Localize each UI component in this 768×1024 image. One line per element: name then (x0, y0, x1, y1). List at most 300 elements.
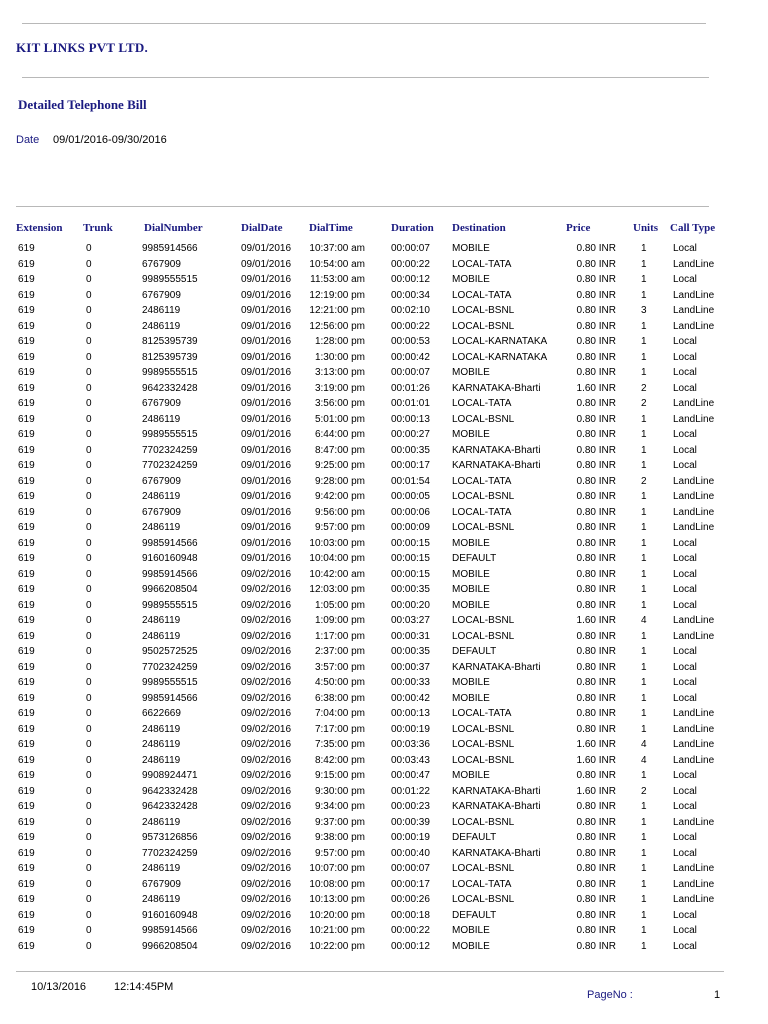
top-rule (22, 23, 706, 24)
cell-units: 1 (641, 878, 647, 890)
cell-price: 0.80 INR (576, 863, 616, 874)
cell-destination: LOCAL-BSNL (452, 320, 515, 332)
cell-dialtime: 4:50:00 pm (314, 677, 365, 688)
table-row (0, 660, 768, 676)
cell-dialtime: 7:04:00 pm (314, 708, 365, 719)
cell-units: 1 (641, 692, 647, 704)
cell-dialnumber: 9985914566 (142, 243, 198, 254)
cell-dialnumber: 9642332428 (142, 785, 198, 797)
cell-duration: 00:00:06 (391, 506, 430, 518)
cell-duration: 00:01:01 (391, 398, 430, 409)
cell-calltype: LandLine (673, 615, 715, 626)
cell-calltype: Local (673, 832, 697, 843)
cell-calltype: LandLine (673, 491, 715, 502)
cell-dialnumber: 9989555515 (142, 367, 198, 378)
cell-dialtime: 1:17:00 pm (314, 630, 365, 642)
cell-trunk: 0 (86, 258, 92, 270)
cell-calltype: LandLine (673, 320, 715, 332)
table-row (0, 319, 768, 335)
cell-dialdate: 09/01/2016 (241, 537, 292, 549)
table-row (0, 908, 768, 924)
cell-destination: LOCAL-BSNL (452, 723, 515, 735)
cell-dialtime: 5:01:00 pm (314, 413, 365, 425)
cell-units: 1 (641, 553, 647, 564)
cell-destination: MOBILE (452, 770, 490, 781)
cell-duration: 00:00:12 (391, 274, 430, 285)
cell-extension: 619 (18, 258, 35, 270)
cell-duration: 00:00:07 (391, 863, 430, 874)
cell-dialtime: 10:04:00 pm (309, 553, 365, 564)
cell-units: 1 (641, 816, 647, 828)
cell-extension: 619 (18, 522, 35, 533)
table-row (0, 365, 768, 381)
cell-extension: 619 (18, 801, 35, 812)
cell-dialdate: 09/01/2016 (241, 398, 292, 409)
table-row (0, 381, 768, 397)
cell-dialnumber: 2486119 (142, 894, 181, 905)
cell-units: 1 (641, 413, 647, 425)
date-range: 09/01/2016-09/30/2016 (53, 134, 167, 146)
table-row (0, 629, 768, 645)
cell-duration: 00:03:43 (391, 754, 430, 766)
cell-destination: KARNATAKA-Bharti (452, 460, 541, 471)
cell-duration: 00:00:09 (391, 522, 430, 533)
cell-dialdate: 09/01/2016 (241, 367, 292, 378)
cell-duration: 00:03:36 (391, 739, 430, 750)
cell-dialdate: 09/02/2016 (241, 630, 292, 642)
cell-destination: KARNATAKA-Bharti (452, 382, 541, 394)
cell-trunk: 0 (86, 506, 92, 518)
cell-duration: 00:00:31 (391, 630, 430, 642)
table-row (0, 737, 768, 753)
cell-calltype: Local (673, 274, 697, 285)
cell-trunk: 0 (86, 661, 92, 673)
cell-calltype: LandLine (673, 723, 715, 735)
cell-destination: LOCAL-BSNL (452, 863, 515, 874)
cell-dialnumber: 9642332428 (142, 382, 198, 394)
cell-dialtime: 10:13:00 pm (309, 894, 365, 905)
cell-duration: 00:00:07 (391, 243, 430, 254)
cell-dialnumber: 9985914566 (142, 925, 198, 936)
table-row (0, 396, 768, 412)
cell-calltype: LandLine (673, 258, 715, 270)
cell-price: 0.80 INR (576, 940, 616, 952)
cell-calltype: LandLine (673, 816, 715, 828)
cell-units: 1 (641, 537, 647, 549)
cell-calltype: Local (673, 847, 697, 859)
cell-units: 2 (641, 475, 647, 487)
cell-units: 1 (641, 367, 647, 378)
cell-extension: 619 (18, 909, 35, 921)
cell-destination: MOBILE (452, 367, 490, 378)
cell-dialtime: 9:57:00 pm (314, 522, 365, 533)
cell-duration: 00:00:17 (391, 878, 430, 890)
cell-duration: 00:00:19 (391, 723, 430, 735)
cell-duration: 00:00:40 (391, 847, 430, 859)
cell-trunk: 0 (86, 646, 92, 657)
table-row (0, 257, 768, 273)
cell-destination: LOCAL-TATA (452, 506, 512, 518)
cell-units: 1 (641, 723, 647, 735)
cell-extension: 619 (18, 863, 35, 874)
cell-dialtime: 9:15:00 pm (314, 770, 365, 781)
cell-units: 1 (641, 429, 647, 440)
cell-duration: 00:00:47 (391, 770, 430, 781)
cell-destination: KARNATAKA-Bharti (452, 801, 541, 812)
cell-dialtime: 11:53:00 am (310, 274, 365, 285)
cell-price: 0.80 INR (576, 723, 616, 735)
cell-dialtime: 12:19:00 pm (309, 289, 365, 301)
cell-trunk: 0 (86, 785, 92, 797)
cell-dialdate: 09/01/2016 (241, 274, 292, 285)
cell-price: 0.80 INR (576, 429, 616, 440)
cell-dialtime: 7:17:00 pm (314, 723, 365, 735)
cell-dialdate: 09/02/2016 (241, 832, 292, 843)
cell-destination: LOCAL-BSNL (452, 491, 515, 502)
cell-units: 1 (641, 506, 647, 518)
cell-dialdate: 09/02/2016 (241, 661, 292, 673)
cell-dialnumber: 2486119 (142, 739, 181, 750)
cell-trunk: 0 (86, 336, 92, 347)
cell-dialnumber: 9502572525 (142, 646, 198, 657)
cell-price: 0.80 INR (576, 708, 616, 719)
cell-price: 0.80 INR (576, 460, 616, 471)
cell-price: 0.80 INR (576, 599, 616, 611)
cell-trunk: 0 (86, 630, 92, 642)
cell-trunk: 0 (86, 274, 92, 285)
cell-trunk: 0 (86, 537, 92, 549)
cell-destination: MOBILE (452, 925, 490, 936)
cell-units: 1 (641, 599, 647, 611)
cell-extension: 619 (18, 615, 35, 626)
cell-destination: LOCAL-BSNL (452, 894, 515, 905)
cell-units: 1 (641, 568, 647, 580)
cell-trunk: 0 (86, 398, 92, 409)
header-rule (16, 206, 709, 207)
cell-price: 0.80 INR (576, 677, 616, 688)
cell-duration: 00:00:35 (391, 444, 430, 456)
table-row (0, 241, 768, 257)
cell-dialnumber: 2486119 (142, 615, 181, 626)
cell-price: 0.80 INR (576, 894, 616, 905)
cell-trunk: 0 (86, 413, 92, 425)
cell-dialdate: 09/01/2016 (241, 351, 292, 363)
cell-dialtime: 9:34:00 pm (314, 801, 365, 812)
cell-trunk: 0 (86, 584, 92, 595)
table-row (0, 443, 768, 459)
bill-title: Detailed Telephone Bill (18, 97, 147, 112)
cell-extension: 619 (18, 847, 35, 859)
cell-calltype: Local (673, 537, 697, 549)
cell-calltype: Local (673, 692, 697, 704)
cell-duration: 00:00:13 (391, 708, 430, 719)
cell-duration: 00:00:35 (391, 646, 430, 657)
cell-destination: LOCAL-TATA (452, 475, 512, 487)
cell-dialtime: 3:13:00 pm (314, 367, 365, 378)
cell-dialnumber: 9989555515 (142, 599, 198, 611)
cell-trunk: 0 (86, 568, 92, 580)
table-row (0, 489, 768, 505)
print-date: 10/13/2016 (31, 981, 87, 993)
cell-extension: 619 (18, 599, 35, 611)
cell-duration: 00:00:19 (391, 832, 430, 843)
cell-calltype: LandLine (673, 754, 715, 766)
cell-calltype: Local (673, 661, 697, 673)
cell-extension: 619 (18, 382, 35, 394)
cell-trunk: 0 (86, 289, 92, 301)
cell-extension: 619 (18, 460, 35, 471)
cell-dialtime: 9:37:00 pm (314, 816, 365, 828)
cell-price: 0.80 INR (576, 847, 616, 859)
cell-destination: MOBILE (452, 677, 490, 688)
cell-duration: 00:02:10 (391, 305, 430, 316)
cell-units: 1 (641, 491, 647, 502)
cell-extension: 619 (18, 568, 35, 580)
cell-dialdate: 09/02/2016 (241, 785, 292, 797)
cell-extension: 619 (18, 584, 35, 595)
cell-dialnumber: 9160160948 (142, 909, 198, 921)
cell-units: 1 (641, 770, 647, 781)
cell-extension: 619 (18, 429, 35, 440)
cell-price: 0.80 INR (576, 661, 616, 673)
cell-price: 0.80 INR (576, 351, 616, 363)
cell-price: 0.80 INR (576, 398, 616, 409)
cell-destination: LOCAL-BSNL (452, 816, 515, 828)
cell-calltype: LandLine (673, 506, 715, 518)
cell-destination: MOBILE (452, 537, 490, 549)
table-row (0, 350, 768, 366)
cell-dialtime: 9:25:00 pm (314, 460, 365, 471)
cell-extension: 619 (18, 398, 35, 409)
cell-dialdate: 09/02/2016 (241, 739, 292, 750)
cell-dialtime: 10:21:00 pm (309, 925, 365, 936)
cell-dialnumber: 2486119 (142, 522, 181, 533)
cell-dialdate: 09/02/2016 (241, 599, 292, 611)
cell-duration: 00:00:22 (391, 925, 430, 936)
cell-duration: 00:00:39 (391, 816, 430, 828)
cell-extension: 619 (18, 506, 35, 518)
cell-dialtime: 2:37:00 pm (314, 646, 365, 657)
cell-dialtime: 7:35:00 pm (314, 739, 365, 750)
table-row (0, 892, 768, 908)
cell-dialdate: 09/01/2016 (241, 429, 292, 440)
cell-dialnumber: 9985914566 (142, 692, 198, 704)
cell-dialdate: 09/01/2016 (241, 475, 292, 487)
cell-dialtime: 8:47:00 pm (314, 444, 365, 456)
cell-extension: 619 (18, 553, 35, 564)
cell-dialtime: 1:05:00 pm (314, 599, 365, 611)
cell-dialdate: 09/02/2016 (241, 584, 292, 595)
cell-dialtime: 6:44:00 pm (314, 429, 365, 440)
cell-extension: 619 (18, 243, 35, 254)
cell-calltype: Local (673, 382, 697, 394)
cell-calltype: LandLine (673, 305, 715, 316)
cell-destination: LOCAL-TATA (452, 708, 512, 719)
table-row (0, 303, 768, 319)
cell-dialdate: 09/01/2016 (241, 243, 292, 254)
cell-dialnumber: 7702324259 (142, 460, 198, 471)
cell-destination: LOCAL-KARNATAKA (452, 336, 548, 347)
col-calltype: Call Type (670, 222, 716, 234)
table-row (0, 706, 768, 722)
col-dialdate: DialDate (241, 222, 283, 234)
cell-dialdate: 09/02/2016 (241, 677, 292, 688)
cell-dialdate: 09/02/2016 (241, 909, 292, 921)
cell-units: 1 (641, 274, 647, 285)
cell-destination: LOCAL-TATA (452, 878, 512, 890)
cell-calltype: LandLine (673, 863, 715, 874)
cell-dialtime: 3:19:00 pm (314, 382, 365, 394)
cell-trunk: 0 (86, 460, 92, 471)
cell-dialnumber: 7702324259 (142, 661, 198, 673)
cell-price: 0.80 INR (576, 506, 616, 518)
cell-dialnumber: 8125395739 (142, 351, 198, 363)
cell-dialdate: 09/01/2016 (241, 491, 292, 502)
col-trunk: Trunk (83, 222, 113, 234)
cell-destination: MOBILE (452, 584, 490, 595)
cell-extension: 619 (18, 940, 35, 952)
cell-dialdate: 09/02/2016 (241, 878, 292, 890)
cell-dialnumber: 9966208504 (142, 940, 198, 952)
cell-dialnumber: 2486119 (142, 413, 181, 425)
cell-trunk: 0 (86, 429, 92, 440)
cell-price: 0.80 INR (576, 553, 616, 564)
cell-dialdate: 09/02/2016 (241, 723, 292, 735)
cell-duration: 00:01:22 (391, 785, 430, 797)
cell-dialnumber: 9908924471 (142, 770, 198, 781)
cell-destination: LOCAL-TATA (452, 289, 512, 301)
cell-extension: 619 (18, 708, 35, 719)
col-duration: Duration (391, 222, 434, 234)
cell-units: 1 (641, 940, 647, 952)
table-row (0, 784, 768, 800)
cell-calltype: Local (673, 444, 697, 456)
table-row (0, 458, 768, 474)
cell-dialnumber: 7702324259 (142, 847, 198, 859)
cell-dialnumber: 2486119 (142, 863, 181, 874)
cell-units: 1 (641, 630, 647, 642)
company-rule (22, 77, 709, 78)
cell-price: 0.80 INR (576, 274, 616, 285)
cell-dialtime: 3:57:00 pm (314, 661, 365, 673)
cell-destination: LOCAL-BSNL (452, 413, 515, 425)
cell-price: 0.80 INR (576, 320, 616, 332)
cell-extension: 619 (18, 444, 35, 456)
cell-price: 0.80 INR (576, 336, 616, 347)
cell-destination: LOCAL-BSNL (452, 305, 515, 316)
table-row (0, 830, 768, 846)
cell-dialtime: 10:07:00 pm (309, 863, 365, 874)
cell-units: 1 (641, 258, 647, 270)
cell-destination: DEFAULT (452, 553, 497, 564)
cell-dialnumber: 9966208504 (142, 584, 198, 595)
cell-trunk: 0 (86, 351, 92, 363)
cell-price: 0.80 INR (576, 444, 616, 456)
cell-units: 1 (641, 661, 647, 673)
cell-extension: 619 (18, 351, 35, 363)
cell-duration: 00:00:18 (391, 909, 430, 921)
page-number: 1 (714, 989, 721, 1001)
cell-units: 1 (641, 320, 647, 332)
cell-dialdate: 09/02/2016 (241, 568, 292, 580)
cell-units: 1 (641, 801, 647, 812)
cell-dialtime: 12:03:00 pm (309, 584, 365, 595)
cell-destination: MOBILE (452, 692, 490, 704)
cell-extension: 619 (18, 646, 35, 657)
cell-units: 1 (641, 351, 647, 363)
cell-extension: 619 (18, 816, 35, 828)
col-units: Units (633, 222, 659, 234)
cell-duration: 00:00:42 (391, 692, 430, 704)
cell-extension: 619 (18, 289, 35, 301)
cell-destination: LOCAL-BSNL (452, 754, 515, 766)
cell-duration: 00:00:23 (391, 801, 430, 812)
cell-price: 0.80 INR (576, 630, 616, 642)
cell-dialnumber: 2486119 (142, 754, 181, 766)
cell-dialdate: 09/01/2016 (241, 320, 292, 332)
cell-dialtime: 12:21:00 pm (309, 305, 365, 316)
table-row (0, 753, 768, 769)
cell-extension: 619 (18, 630, 35, 642)
table-row (0, 877, 768, 893)
cell-price: 0.80 INR (576, 584, 616, 595)
cell-calltype: Local (673, 336, 697, 347)
table-row (0, 474, 768, 490)
cell-extension: 619 (18, 723, 35, 735)
cell-price: 0.80 INR (576, 243, 616, 254)
cell-dialdate: 09/01/2016 (241, 522, 292, 533)
cell-dialnumber: 6767909 (142, 506, 181, 518)
cell-trunk: 0 (86, 677, 92, 688)
cell-trunk: 0 (86, 692, 92, 704)
cell-dialtime: 10:20:00 pm (309, 909, 365, 921)
cell-calltype: Local (673, 243, 697, 254)
cell-duration: 00:00:20 (391, 599, 430, 611)
cell-dialdate: 09/02/2016 (241, 894, 292, 905)
table-row (0, 675, 768, 691)
cell-dialnumber: 6767909 (142, 258, 181, 270)
table-row (0, 939, 768, 955)
cell-duration: 00:00:07 (391, 367, 430, 378)
cell-duration: 00:00:22 (391, 320, 430, 332)
table-row (0, 582, 768, 598)
col-extension: Extension (16, 222, 63, 234)
cell-calltype: Local (673, 367, 697, 378)
cell-dialtime: 1:28:00 pm (314, 336, 365, 347)
cell-duration: 00:00:13 (391, 413, 430, 425)
cell-calltype: LandLine (673, 475, 715, 487)
cell-calltype: LandLine (673, 894, 715, 905)
cell-extension: 619 (18, 367, 35, 378)
cell-dialtime: 9:38:00 pm (314, 832, 365, 843)
cell-units: 1 (641, 863, 647, 874)
cell-price: 0.80 INR (576, 816, 616, 828)
cell-duration: 00:00:35 (391, 584, 430, 595)
cell-dialtime: 10:37:00 am (309, 243, 365, 254)
cell-units: 1 (641, 925, 647, 936)
cell-dialtime: 12:56:00 pm (309, 320, 365, 332)
cell-price: 1.60 INR (576, 382, 616, 394)
cell-destination: DEFAULT (452, 909, 497, 921)
cell-units: 1 (641, 677, 647, 688)
cell-dialdate: 09/02/2016 (241, 925, 292, 936)
cell-extension: 619 (18, 692, 35, 704)
cell-dialtime: 6:38:00 pm (314, 692, 365, 704)
cell-dialtime: 3:56:00 pm (314, 398, 365, 409)
cell-dialnumber: 7702324259 (142, 444, 198, 456)
cell-destination: DEFAULT (452, 832, 497, 843)
cell-calltype: Local (673, 584, 697, 595)
